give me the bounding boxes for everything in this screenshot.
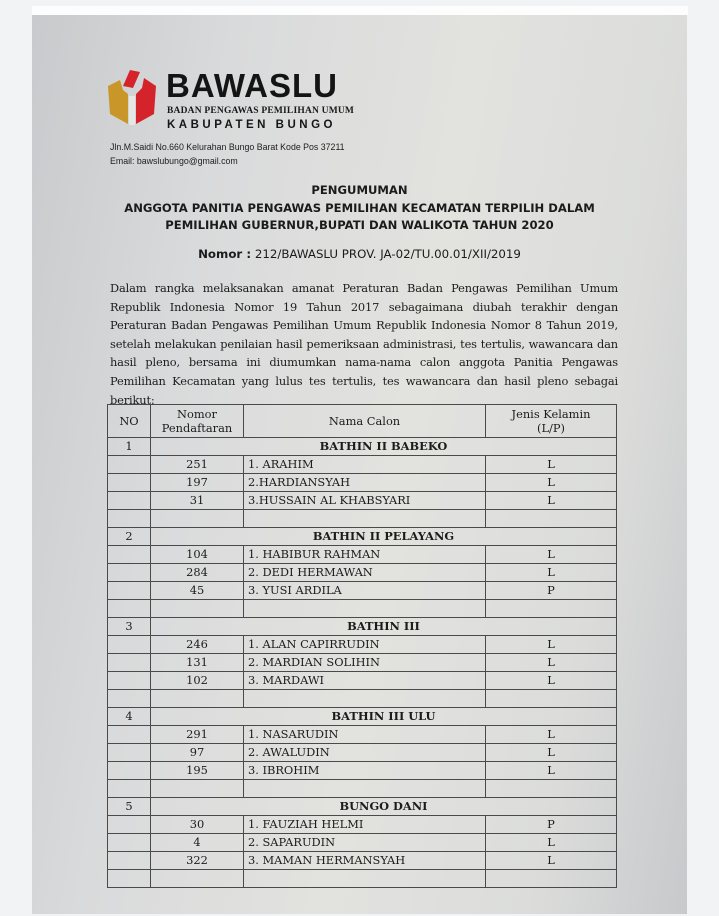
announcement-title: PENGUMUMAN: [311, 183, 408, 197]
document-number-label: Nomor :: [198, 247, 252, 261]
empty-cell: [244, 690, 486, 708]
gender: L: [486, 474, 617, 492]
registration-number: 291: [151, 726, 244, 744]
candidate-name: 1. HABIBUR RAHMAN: [244, 546, 486, 564]
candidate-name: 2. AWALUDIN: [244, 744, 486, 762]
table-row: [108, 744, 617, 762]
gender: L: [486, 834, 617, 852]
empty-no-cell: [108, 654, 151, 672]
empty-no-cell: [108, 762, 151, 780]
logo-gap: [129, 96, 135, 125]
empty-no-cell: [108, 816, 151, 834]
table-row: [108, 636, 617, 654]
kecamatan-row: [108, 438, 617, 456]
announcement-subtitle-line2: PEMILIHAN GUBERNUR,BUPATI DAN WALIKOTA TAHUN 2020: [165, 218, 554, 232]
header-sex-line2: (L/P): [537, 421, 565, 435]
candidate-name: 3.HUSSAIN AL KHABSYARI: [244, 492, 486, 510]
kecamatan-name: BATHIN II PELAYANG: [151, 528, 617, 546]
gender: L: [486, 456, 617, 474]
candidate-name: 3. IBROHIM: [244, 762, 486, 780]
table-row: [108, 726, 617, 744]
table-row: [108, 564, 617, 582]
registration-number: 131: [151, 654, 244, 672]
document-page: [32, 15, 687, 914]
body-paragraph: Dalam rangka melaksanakan amanat Peraturan Badan Pengawas Pemilihan Umum Republik Indonesia Nomor 19 Tahun 2017 sebagaimana diubah terakhir dengan Peraturan Badan Pengawas Pemilihan Umum Republik Indonesia Nomor 8 Tahun 2019, setelah melakukan penilaian hasil pemeriksaan administrasi, tes tertulis, wawancara dan hasil pleno, bersama ini diumumkan nama-nama calon anggota Panitia Pengawas Pemilihan Kecamatan yang lulus tes tertulis, tes wawancara dan hasil pleno sebagai berikut:: [110, 281, 618, 407]
empty-cell: [108, 600, 151, 618]
table-row: [108, 816, 617, 834]
gender: L: [486, 726, 617, 744]
registration-number: 284: [151, 564, 244, 582]
table-row: [108, 852, 617, 870]
candidate-name: 3. MAMAN HERMANSYAH: [244, 852, 486, 870]
empty-cell: [486, 690, 617, 708]
table-row: [108, 492, 617, 510]
empty-no-cell: [108, 492, 151, 510]
kecamatan-name: BUNGO DANI: [151, 798, 617, 816]
empty-no-cell: [108, 546, 151, 564]
empty-cell: [244, 510, 486, 528]
header-no: NO: [108, 405, 151, 438]
document-number-value: 212/BAWASLU PROV. JA-02/TU.00.01/XII/2019: [251, 247, 521, 261]
kecamatan-name: BATHIN III ULU: [151, 708, 617, 726]
empty-no-cell: [108, 636, 151, 654]
spacer-row: [108, 690, 617, 708]
empty-cell: [486, 600, 617, 618]
registration-number: 104: [151, 546, 244, 564]
table-body: [108, 438, 617, 888]
group-number: 3: [108, 618, 151, 636]
gender: L: [486, 564, 617, 582]
header-registration-number: [151, 405, 244, 438]
kecamatan-row: [108, 528, 617, 546]
logo-left-face: [108, 80, 128, 124]
ballot-box-logo-icon: [106, 68, 158, 126]
spacer-row: [108, 780, 617, 798]
gender: L: [486, 744, 617, 762]
gender: L: [486, 762, 617, 780]
empty-no-cell: [108, 456, 151, 474]
empty-no-cell: [108, 672, 151, 690]
registration-number: 197: [151, 474, 244, 492]
registration-number: 31: [151, 492, 244, 510]
spacer-row: [108, 600, 617, 618]
candidate-name: 2. SAPARUDIN: [244, 834, 486, 852]
registration-number: 102: [151, 672, 244, 690]
candidate-name: 1. FAUZIAH HELMI: [244, 816, 486, 834]
group-number: 4: [108, 708, 151, 726]
empty-cell: [108, 870, 151, 888]
registration-number: 97: [151, 744, 244, 762]
empty-cell: [244, 780, 486, 798]
empty-no-cell: [108, 474, 151, 492]
kecamatan-row: [108, 618, 617, 636]
empty-no-cell: [108, 834, 151, 852]
empty-no-cell: [108, 582, 151, 600]
empty-cell: [486, 510, 617, 528]
spacer-row: [108, 510, 617, 528]
table-row: [108, 834, 617, 852]
empty-cell: [151, 510, 244, 528]
address: Jln.M.Saidi No.660 Kelurahan Bungo Barat Kode Pos 37211: [110, 142, 345, 152]
empty-cell: [151, 780, 244, 798]
kecamatan-name: BATHIN II BABEKO: [151, 438, 617, 456]
email: Email: bawslubungo@gmail.com: [110, 156, 238, 166]
table-row: [108, 546, 617, 564]
empty-cell: [151, 600, 244, 618]
empty-cell: [108, 510, 151, 528]
empty-no-cell: [108, 744, 151, 762]
header-gender: [486, 405, 617, 438]
gender: L: [486, 546, 617, 564]
registration-number: 45: [151, 582, 244, 600]
empty-cell: [486, 870, 617, 888]
kecamatan-row: [108, 798, 617, 816]
empty-no-cell: [108, 726, 151, 744]
brand-name: BAWASLU: [166, 67, 338, 104]
gender: L: [486, 852, 617, 870]
table-row: [108, 474, 617, 492]
table-header-row: [108, 405, 617, 438]
header-reg-line1: Nomor: [177, 407, 217, 421]
agency-name: BADAN PENGAWAS PEMILIHAN UMUM: [167, 106, 355, 116]
gender: P: [486, 816, 617, 834]
group-number: 5: [108, 798, 151, 816]
registration-number: 322: [151, 852, 244, 870]
document-number: [32, 247, 687, 261]
group-number: 2: [108, 528, 151, 546]
candidate-name: 1. ARAHIM: [244, 456, 486, 474]
gender: P: [486, 582, 617, 600]
registration-number: 246: [151, 636, 244, 654]
group-number: 1: [108, 438, 151, 456]
empty-cell: [244, 870, 486, 888]
candidate-name: 2. MARDIAN SOLIHIN: [244, 654, 486, 672]
candidate-name: 1. ALAN CAPIRRUDIN: [244, 636, 486, 654]
table-row: [108, 654, 617, 672]
empty-cell: [108, 690, 151, 708]
logo-ballot-paper: [123, 70, 140, 88]
empty-cell: [244, 600, 486, 618]
announcement-subtitle-line1: ANGGOTA PANITIA PENGAWAS PEMILIHAN KECAMATAN TERPILIH DALAM: [124, 201, 595, 215]
empty-cell: [108, 780, 151, 798]
registration-number: 30: [151, 816, 244, 834]
candidate-name: 3. MARDAWI: [244, 672, 486, 690]
gender: L: [486, 492, 617, 510]
spacer-row: [108, 870, 617, 888]
regency-name: KABUPATEN BUNGO: [167, 119, 336, 131]
table-row: [108, 672, 617, 690]
registration-number: 251: [151, 456, 244, 474]
logo-right-face: [136, 78, 156, 124]
table-row: [108, 582, 617, 600]
kecamatan-row: [108, 708, 617, 726]
top-strip: [32, 6, 688, 15]
empty-cell: [151, 690, 244, 708]
gender: L: [486, 672, 617, 690]
gender: L: [486, 654, 617, 672]
header-sex-line1: Jenis Kelamin: [511, 407, 591, 421]
gender: L: [486, 636, 617, 654]
candidate-table: [107, 404, 617, 888]
candidate-name: 2.HARDIANSYAH: [244, 474, 486, 492]
candidate-name: 1. NASARUDIN: [244, 726, 486, 744]
header-candidate-name: Nama Calon: [244, 405, 486, 438]
empty-no-cell: [108, 852, 151, 870]
registration-number: 4: [151, 834, 244, 852]
kecamatan-name: BATHIN III: [151, 618, 617, 636]
table-row: [108, 456, 617, 474]
empty-no-cell: [108, 564, 151, 582]
table-row: [108, 762, 617, 780]
empty-cell: [151, 870, 244, 888]
empty-cell: [486, 780, 617, 798]
candidate-name: 3. YUSI ARDILA: [244, 582, 486, 600]
header-reg-line2: Pendaftaran: [161, 421, 233, 435]
registration-number: 195: [151, 762, 244, 780]
candidate-name: 2. DEDI HERMAWAN: [244, 564, 486, 582]
